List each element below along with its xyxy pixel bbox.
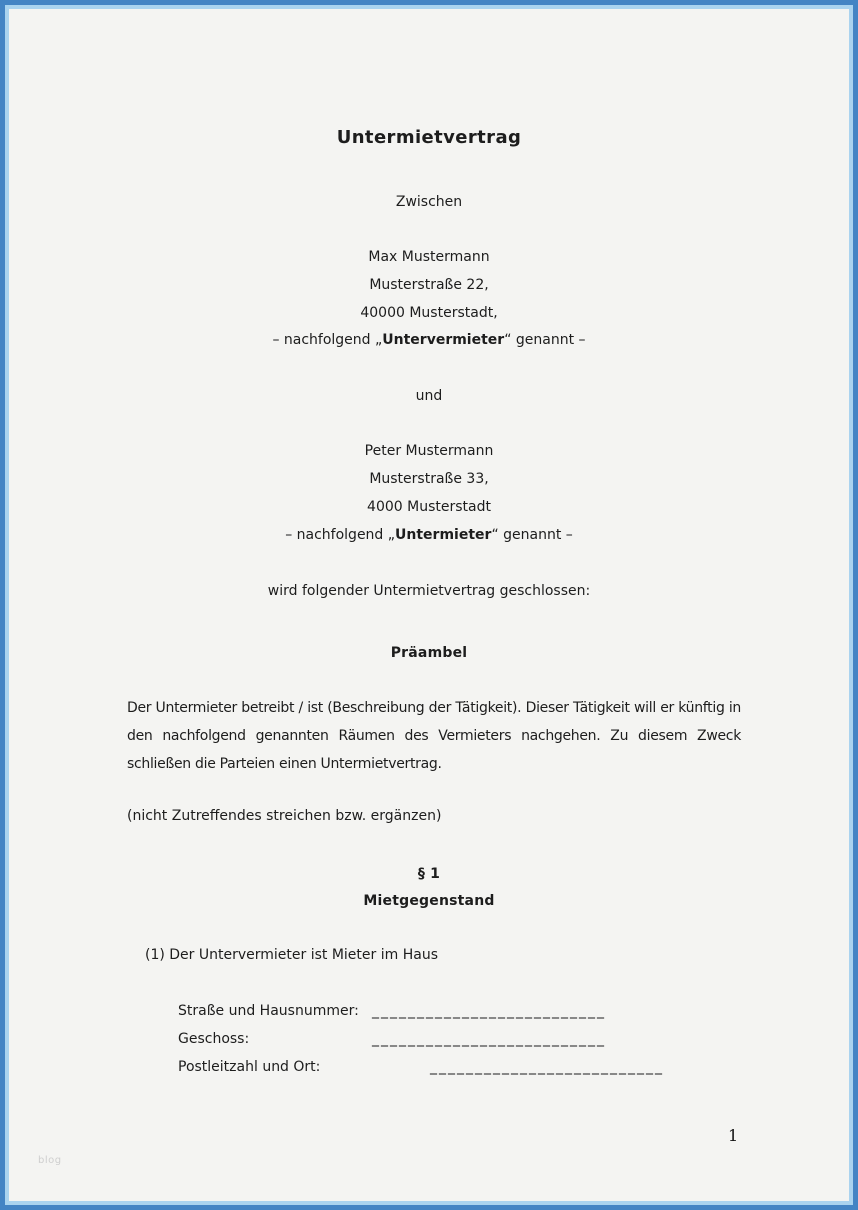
subtenant-designation-prefix: – nachfolgend „ xyxy=(285,527,396,543)
subtenant-street: Musterstraße 33, xyxy=(369,471,489,487)
field-row-floor xyxy=(178,1029,738,1057)
section-1-title: Mietgegenstand xyxy=(363,893,495,909)
field-label-floor: Geschoss: xyxy=(178,1031,250,1047)
page-number: 1 xyxy=(728,1126,739,1145)
field-blank-floor: __________________________ xyxy=(372,1031,606,1047)
between-label: Zwischen xyxy=(395,194,463,210)
sublessor-name: Max Mustermann xyxy=(368,249,490,265)
field-row-street xyxy=(178,1001,738,1029)
preamble-note: (nicht Zutreffendes streichen bzw. ergänzen) xyxy=(127,808,442,824)
preamble-heading: Präambel xyxy=(390,645,468,661)
section-1-clause-1: (1) Der Untervermieter ist Mieter im Haus xyxy=(145,947,438,963)
intro-line: wird folgender Untermietvertrag geschlossen: xyxy=(267,583,591,599)
and-label: und xyxy=(415,388,443,404)
field-label-postal-city: Postleitzahl und Ort: xyxy=(178,1059,321,1075)
sublessor-street: Musterstraße 22, xyxy=(369,277,489,293)
section-1-number: § 1 xyxy=(417,866,441,882)
sublessor-designation-suffix: “ genannt – xyxy=(504,332,586,348)
sublessor-designation-prefix: – nachfolgend „ xyxy=(272,332,383,348)
subtenant-name: Peter Mustermann xyxy=(364,443,494,459)
subtenant-designation-role: Untermieter xyxy=(395,527,492,543)
subtenant-designation xyxy=(0,525,858,545)
field-label-street: Straße und Hausnummer: xyxy=(178,1003,359,1019)
sublessor-city: 40000 Musterstadt, xyxy=(360,305,498,321)
subtenant-designation-suffix: “ genannt – xyxy=(491,527,573,543)
sublessor-designation xyxy=(0,330,858,350)
watermark-text: blog xyxy=(38,1155,62,1166)
sublessor-designation-role: Untervermieter xyxy=(382,332,505,348)
preamble-paragraph: Der Untermieter betreibt / ist (Beschreibung der Tätigkeit). Dieser Tätigkeit will er künftig in den nachfolgend genannten Räumen des Vermieters nachgehen. Zu diesem Zweck schließen die Parteien einen Untermietvertrag. xyxy=(127,700,741,772)
subtenant-city: 4000 Musterstadt xyxy=(367,499,491,515)
field-row-postal-city xyxy=(178,1057,738,1085)
field-blank-postal-city: __________________________ xyxy=(430,1059,664,1075)
document-title: Untermietvertrag xyxy=(336,127,522,148)
field-blank-street: __________________________ xyxy=(372,1003,606,1019)
